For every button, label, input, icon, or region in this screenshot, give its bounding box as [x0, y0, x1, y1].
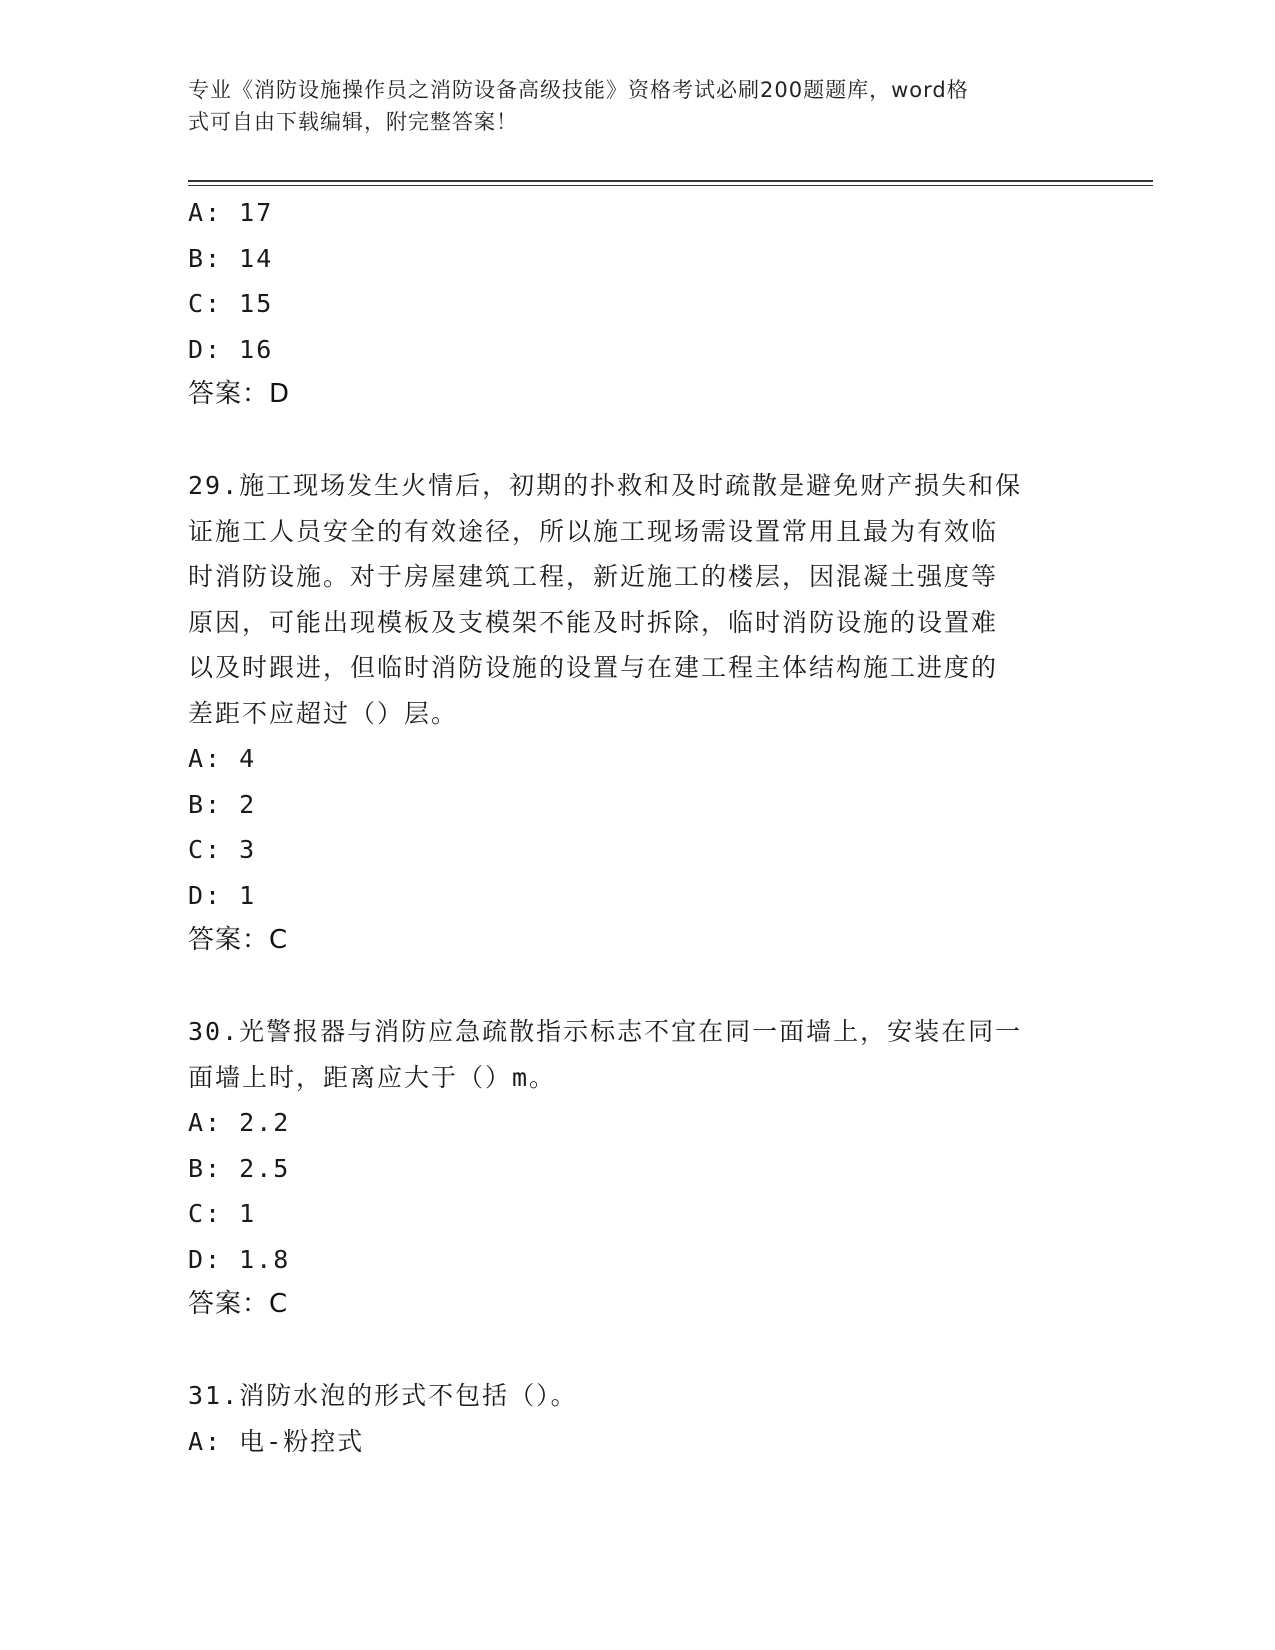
option-a: A: 电-粉控式: [188, 1426, 365, 1456]
question-31: [188, 1373, 1088, 1464]
question-text-line: 29.施工现场发生火情后，初期的扑救和及时疏散是避免财产损失和保: [188, 471, 1023, 500]
question-content: [188, 190, 1088, 1464]
option-b: B: 2.5: [188, 1153, 291, 1183]
header-line-2: 式可自由下载编辑，附完整答案！: [188, 110, 518, 134]
option-a: A: 17: [188, 198, 274, 227]
option-a: A: 2.2: [188, 1108, 291, 1137]
option-c: C: 1: [188, 1199, 257, 1228]
answer-line: 答案：D: [188, 379, 291, 409]
option-a: A: 4: [188, 744, 257, 773]
question-30: [188, 1009, 1088, 1328]
answer-line: 答案：C: [188, 925, 289, 955]
option-c: C: 3: [188, 835, 257, 864]
question-text-line: 31.消防水泡的形式不包括（）。: [188, 1381, 578, 1410]
header-rule-thick: [188, 180, 1153, 182]
question-text-line: 原因，可能出现模板及支模架不能及时拆除，临时消防设施的设置难: [188, 607, 999, 637]
question-text-line: 差距不应超过（）层。: [188, 698, 459, 728]
spacer: [188, 1328, 1088, 1374]
question-text-line: 时消防设施。对于房屋建筑工程，新近施工的楼层，因混凝土强度等: [188, 562, 999, 591]
question-29: [188, 463, 1088, 964]
option-d: D: 16: [188, 334, 274, 364]
option-b: B: 2: [188, 789, 257, 819]
option-b: B: 14: [188, 243, 274, 273]
question-text-line: 以及时跟进，但临时消防设施的设置与在建工程主体结构施工进度的: [188, 653, 999, 682]
spacer: [188, 964, 1088, 1010]
question-text-line: 30.光警报器与消防应急疏散指示标志不宜在同一面墙上，安装在同一: [188, 1017, 1023, 1046]
spacer: [188, 418, 1088, 464]
question-text-line: 证施工人员安全的有效途径，所以施工现场需设置常用且最为有效临: [188, 516, 999, 546]
question-text-line: 面墙上时，距离应大于（）m。: [188, 1062, 557, 1092]
option-d: D: 1: [188, 880, 257, 910]
answer-line: 答案：C: [188, 1289, 289, 1319]
question-28-tail: [188, 190, 1088, 418]
option-c: C: 15: [188, 289, 274, 318]
document-header: [188, 74, 1068, 138]
option-d: D: 1.8: [188, 1244, 291, 1274]
header-rule-thin: [188, 185, 1153, 186]
header-line-1: 专业《消防设施操作员之消防设备高级技能》资格考试必刷200题题库，word格: [188, 78, 969, 102]
